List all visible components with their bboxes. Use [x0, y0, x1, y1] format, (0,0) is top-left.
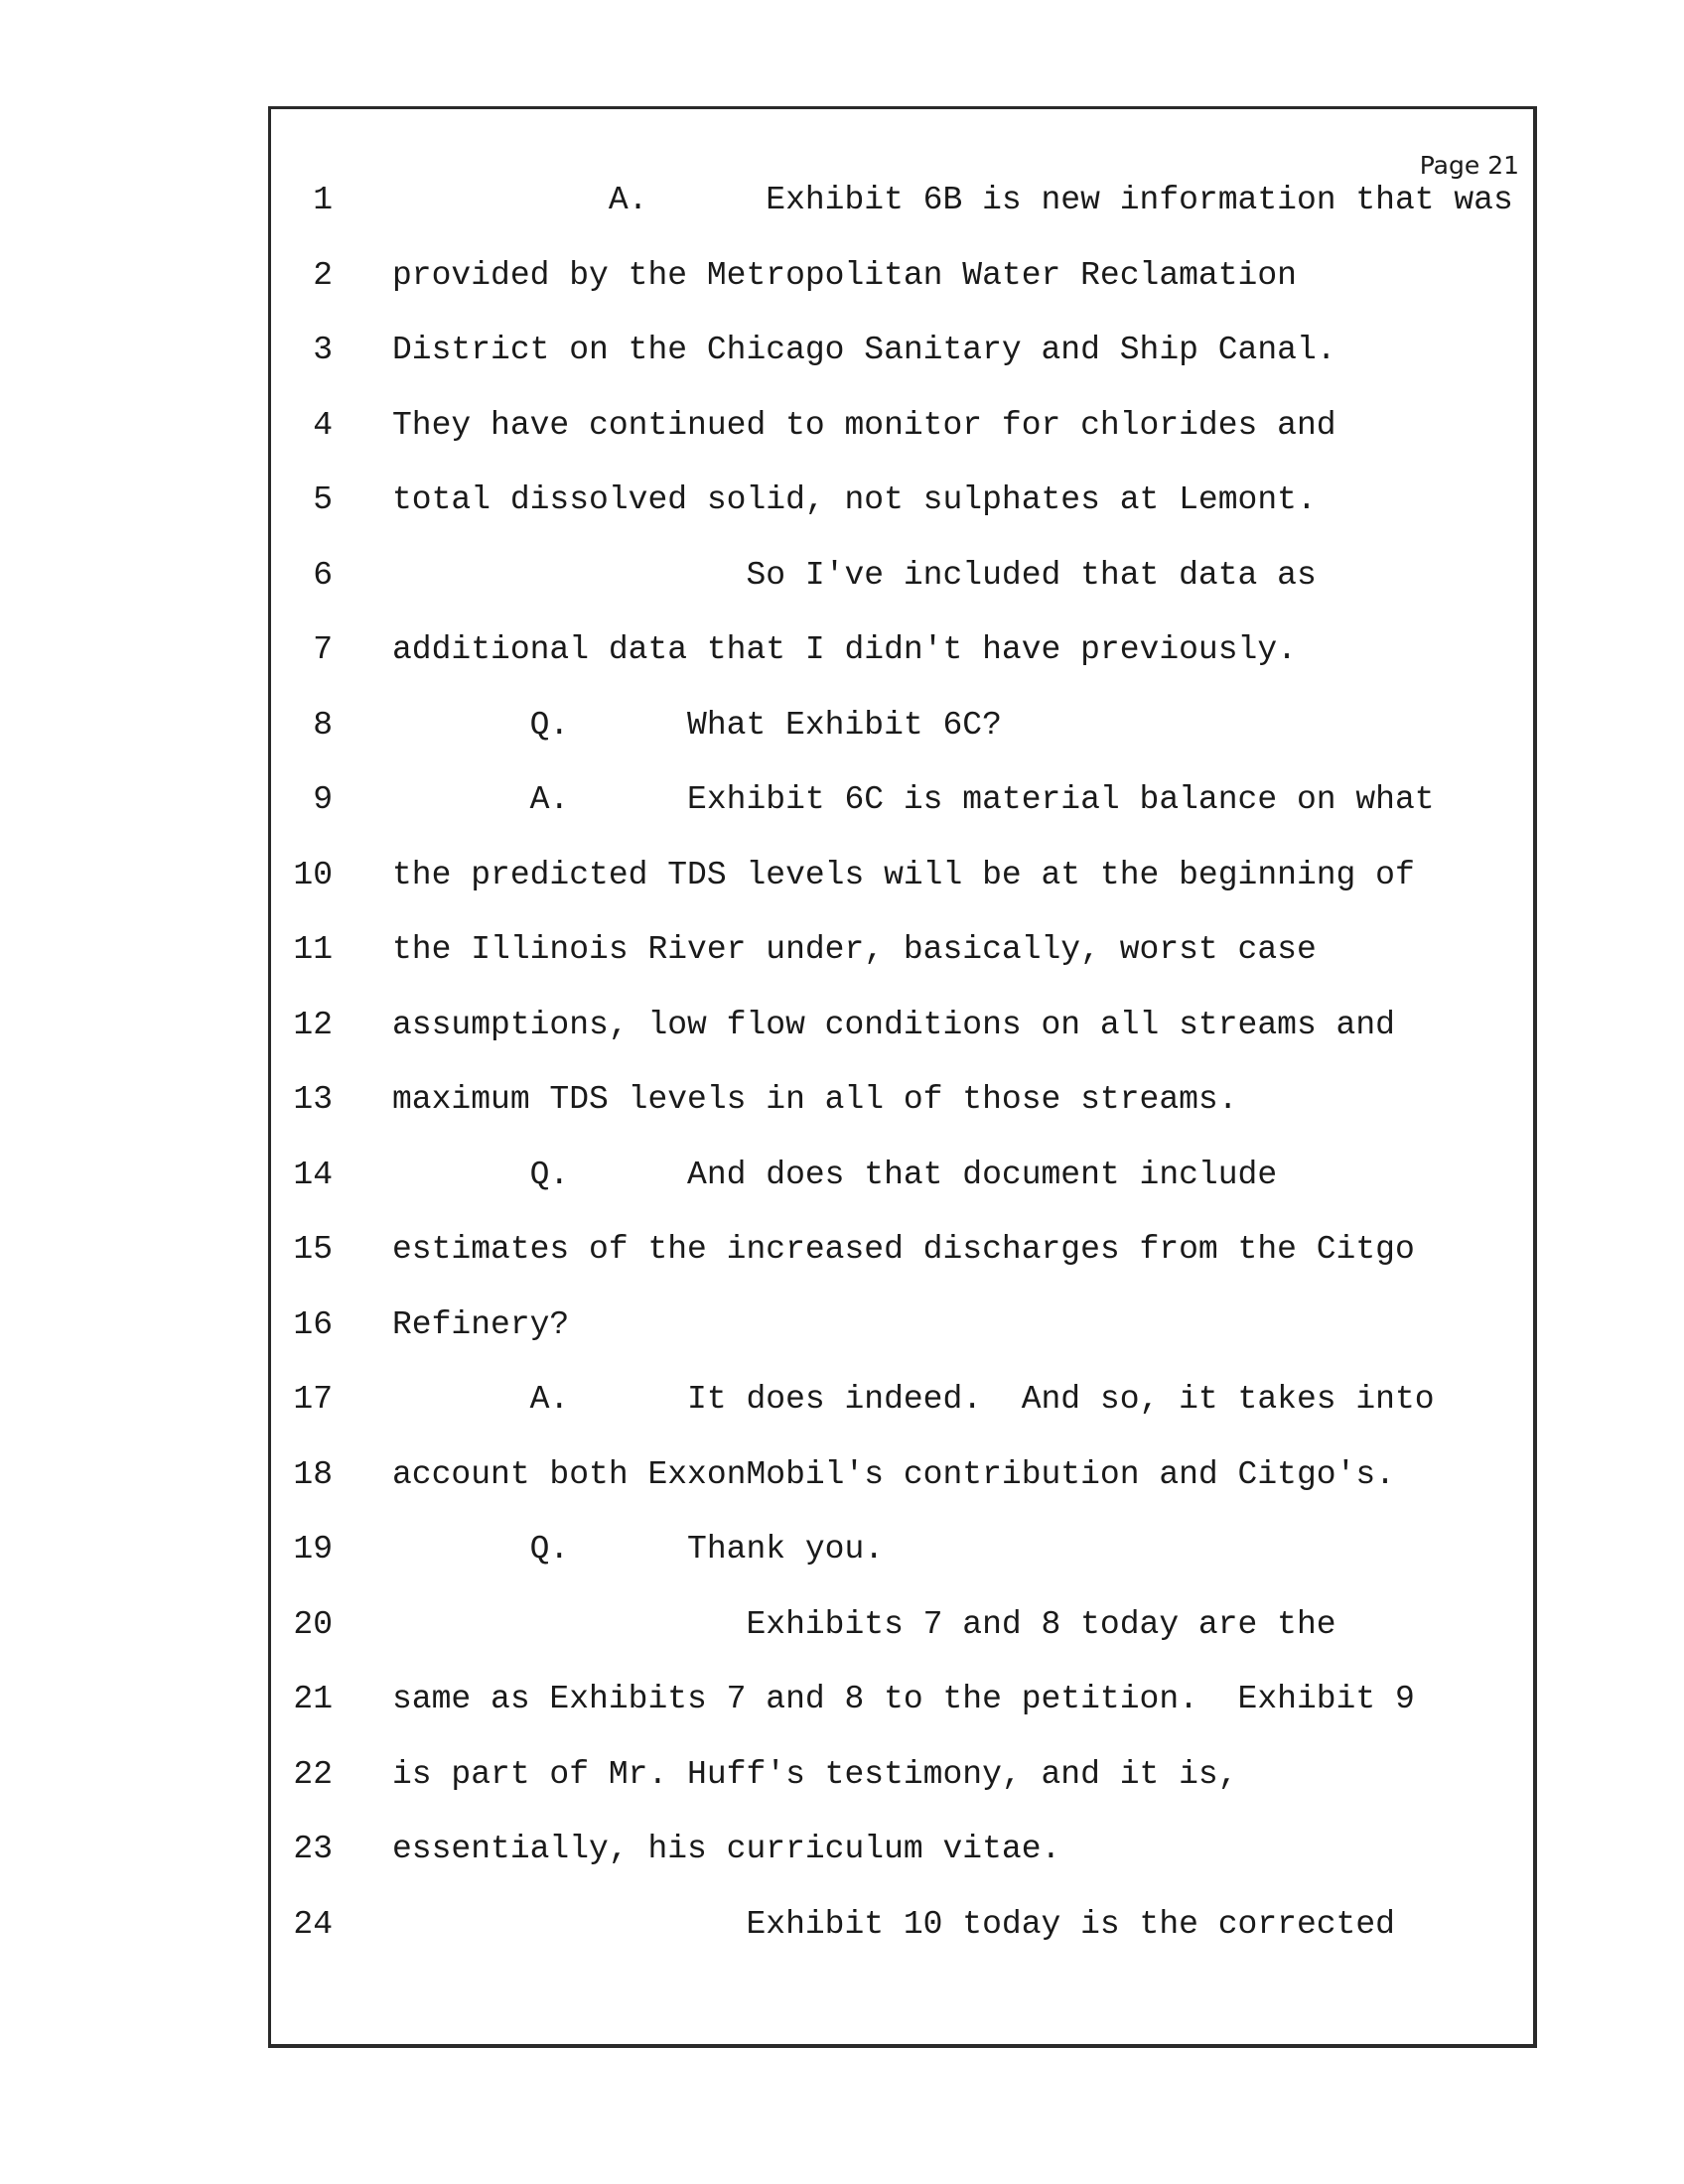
- transcript-line: [0, 1605, 1684, 1645]
- line-number: 11: [293, 931, 333, 968]
- line-text: So I've included that data as: [392, 556, 1317, 594]
- line-number: 23: [293, 1831, 333, 1867]
- line-number: 21: [293, 1681, 333, 1717]
- line-text: additional data that I didn't have previously.: [392, 631, 1297, 668]
- transcript-line: [0, 181, 1684, 220]
- line-text: Q. Thank you.: [392, 1531, 885, 1568]
- transcript-line: [0, 930, 1684, 970]
- line-text: A. Exhibit 6B is new information that was: [392, 182, 1513, 218]
- line-text: Q. And does that document include: [392, 1156, 1278, 1193]
- line-number: 18: [293, 1455, 333, 1493]
- transcript-line: [0, 1380, 1684, 1420]
- transcript-line: [0, 1530, 1684, 1570]
- line-text: essentially, his curriculum vitae.: [392, 1831, 1061, 1867]
- transcript-line: [0, 1080, 1684, 1120]
- page-number-label: Page 21: [1419, 151, 1519, 180]
- line-text: A. It does indeed. And so, it takes into: [392, 1381, 1435, 1418]
- line-number: 24: [293, 1905, 333, 1943]
- transcript-line: [0, 630, 1684, 670]
- transcript-line: [0, 780, 1684, 820]
- transcript-line: [0, 480, 1684, 520]
- line-text: account both ExxonMobil's contribution and Citgo's.: [392, 1455, 1395, 1493]
- transcript-line: [0, 331, 1684, 370]
- transcript-line: [0, 1305, 1684, 1345]
- line-text: They have continued to monitor for chlorides and: [392, 406, 1336, 444]
- line-number: 8: [313, 706, 333, 744]
- transcript-line: [0, 406, 1684, 446]
- line-number: 22: [293, 1755, 333, 1793]
- line-number: 15: [293, 1231, 333, 1268]
- line-text: total dissolved solid, not sulphates at Lemont.: [392, 481, 1317, 518]
- line-text: provided by the Metropolitan Water Reclamation: [392, 256, 1297, 294]
- transcript-line: [0, 1755, 1684, 1795]
- line-number: 16: [293, 1305, 333, 1343]
- transcript-line: [0, 1905, 1684, 1945]
- transcript-line: [0, 706, 1684, 746]
- line-text: same as Exhibits 7 and 8 to the petition. Exhibit 9: [392, 1681, 1415, 1717]
- line-number: 9: [313, 781, 333, 818]
- line-number: 19: [293, 1531, 333, 1568]
- line-number: 10: [293, 856, 333, 893]
- line-text: estimates of the increased discharges from the Citgo: [392, 1231, 1415, 1268]
- line-text: Exhibits 7 and 8 today are the: [392, 1605, 1336, 1643]
- transcript-line: [0, 856, 1684, 895]
- line-text: District on the Chicago Sanitary and Ship Canal.: [392, 332, 1336, 368]
- line-text: is part of Mr. Huff's testimony, and it is,: [392, 1755, 1238, 1793]
- line-number: 3: [313, 332, 333, 368]
- line-number: 14: [293, 1156, 333, 1193]
- line-number: 2: [313, 256, 333, 294]
- line-number: 6: [313, 556, 333, 594]
- transcript-line: [0, 1830, 1684, 1869]
- line-number: 1: [313, 182, 333, 218]
- line-text: Exhibit 10 today is the corrected: [392, 1905, 1395, 1943]
- line-number: 4: [313, 406, 333, 444]
- line-text: assumptions, low flow conditions on all streams and: [392, 1006, 1395, 1043]
- line-number: 17: [293, 1381, 333, 1418]
- line-number: 12: [293, 1006, 333, 1043]
- transcript-line: [0, 1230, 1684, 1270]
- line-number: 20: [293, 1605, 333, 1643]
- line-text: A. Exhibit 6C is material balance on what: [392, 781, 1435, 818]
- transcript-line: [0, 1680, 1684, 1719]
- transcript-line: [0, 1156, 1684, 1195]
- transcript-line: [0, 556, 1684, 596]
- line-number: 5: [313, 481, 333, 518]
- line-text: maximum TDS levels in all of those streams.: [392, 1081, 1238, 1118]
- line-number: 7: [313, 631, 333, 668]
- line-text: Refinery?: [392, 1305, 570, 1343]
- transcript-line: [0, 256, 1684, 296]
- line-text: Q. What Exhibit 6C?: [392, 706, 1002, 744]
- transcript-line: [0, 1006, 1684, 1045]
- transcript-line: [0, 1455, 1684, 1495]
- line-text: the Illinois River under, basically, worst case: [392, 931, 1317, 968]
- line-number: 13: [293, 1081, 333, 1118]
- line-text: the predicted TDS levels will be at the beginning of: [392, 856, 1415, 893]
